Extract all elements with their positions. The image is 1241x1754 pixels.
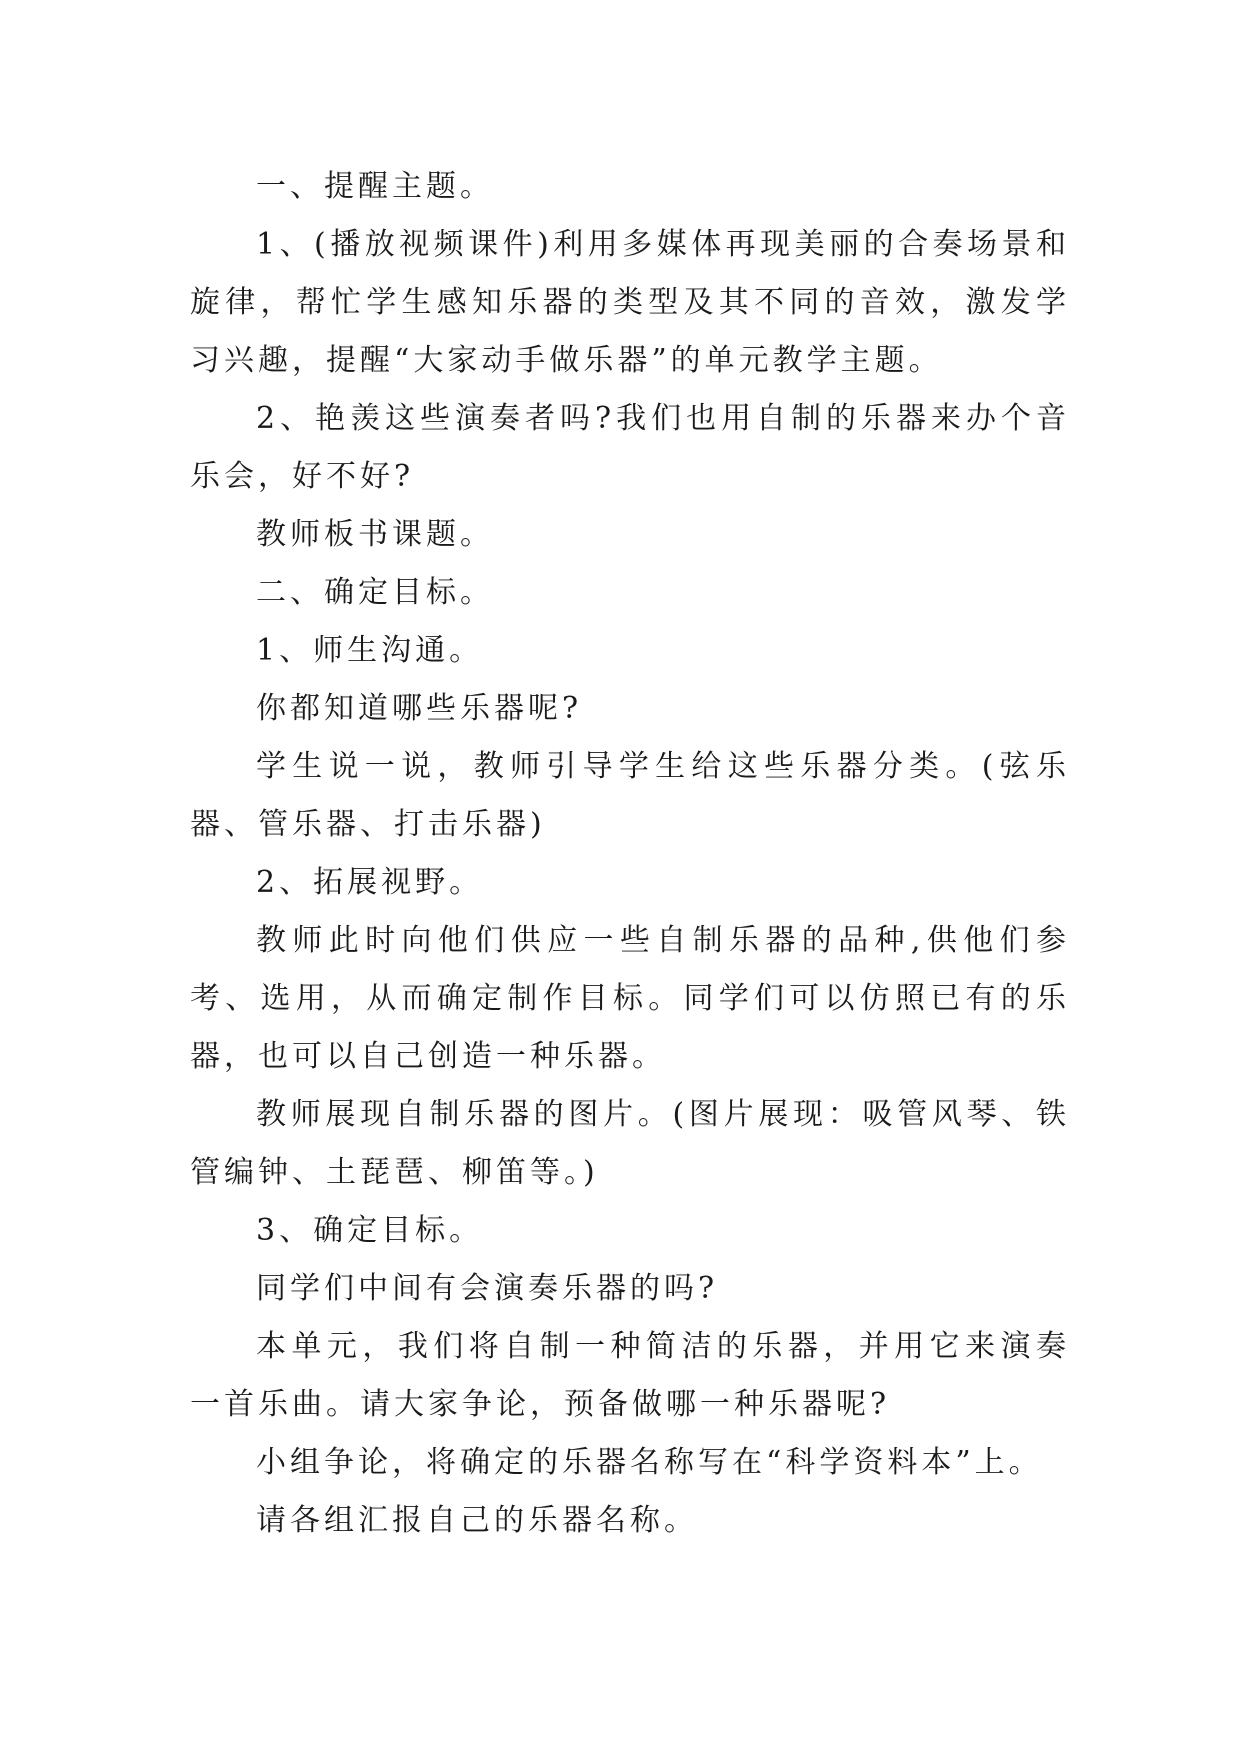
heading-set-goal: 二、确定目标。: [256, 575, 494, 610]
paragraph-question-players: 同学们中间有会演奏乐器的吗?: [256, 1271, 719, 1306]
paragraph-admire-performers: 2、艳羡这些演奏者吗?我们也用自制的乐器来办个音乐会，好不好?: [190, 401, 1070, 494]
paragraph-unit-plan: 本单元，我们将自制一种简洁的乐器，并用它来演奏一首乐曲。请大家争论，预备做哪一种乐器呢?: [190, 1329, 1070, 1422]
subheading-expand-view: 2、拓展视野。: [256, 865, 484, 900]
document-body: [190, 158, 1070, 1550]
heading-remind-theme: 一、提醒主题。: [256, 169, 494, 204]
paragraph-board-title: 教师板书课题。: [256, 517, 494, 552]
paragraph-provide-varieties: 教师此时向他们供应一些自制乐器的品种,供他们参考、选用，从而确定制作目标。同学们可以仿照已有的乐器，也可以自己创造一种乐器。: [190, 923, 1070, 1074]
paragraph-play-video: 1、(播放视频课件)利用多媒体再现美丽的合奏场景和旋律，帮忙学生感知乐器的类型及其不同的音效，激发学习兴趣，提醒“大家动手做乐器”的单元教学主题。: [190, 227, 1070, 378]
paragraph-show-pictures: 教师展现自制乐器的图片。(图片展现：吸管风琴、铁管编钟、土琵琶、柳笛等。): [190, 1097, 1070, 1190]
paragraph-classify-instruments: 学生说一说，教师引导学生给这些乐器分类。(弦乐器、管乐器、打击乐器): [190, 749, 1070, 842]
paragraph-group-report: 请各组汇报自己的乐器名称。: [256, 1503, 698, 1538]
paragraph-question-instruments: 你都知道哪些乐器呢?: [256, 691, 583, 726]
subheading-confirm-goal: 3、确定目标。: [256, 1213, 484, 1248]
subheading-communication: 1、师生沟通。: [256, 633, 484, 668]
paragraph-group-discussion: 小组争论，将确定的乐器名称写在“科学资料本”上。: [256, 1445, 1043, 1480]
